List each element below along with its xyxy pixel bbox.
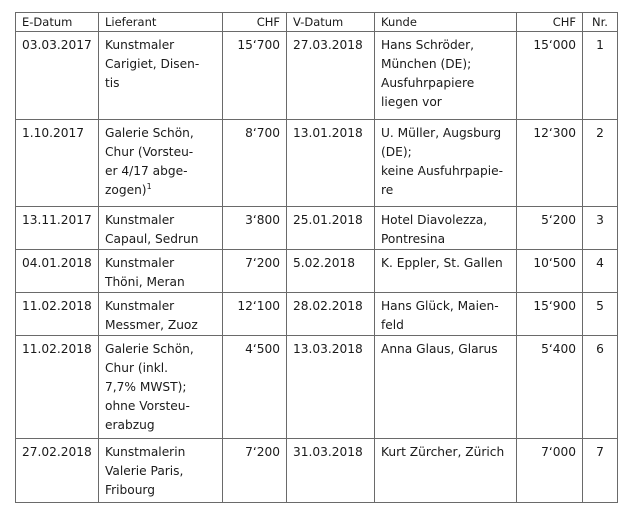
header-kunde: Kunde [375, 13, 517, 32]
cell-kunde: Hotel Diavolezza, Pontresina [375, 207, 517, 250]
cell-nr: 3 [583, 207, 618, 250]
cell-lieferant: Kunstmaler Carigiet, Disen- tis [99, 32, 223, 120]
cell-lieferant: Kunstmaler Messmer, Zuoz [99, 293, 223, 336]
cell-e-datum: 1.10.2017 [16, 120, 99, 207]
cell-e-datum: 27.02.2018 [16, 439, 99, 503]
cell-chf-purchase: 12‘100 [223, 293, 287, 336]
cell-lieferant: Kunstmaler Capaul, Sedrun [99, 207, 223, 250]
cell-chf-purchase: 15‘700 [223, 32, 287, 120]
cell-kunde: Hans Glück, Maien- feld [375, 293, 517, 336]
table-row [16, 439, 618, 503]
table-row [16, 120, 618, 207]
header-row [16, 13, 618, 32]
cell-chf-sale: 15‘000 [517, 32, 583, 120]
cell-chf-sale: 5‘200 [517, 207, 583, 250]
cell-v-datum: 25.01.2018 [287, 207, 375, 250]
cell-nr: 2 [583, 120, 618, 207]
cell-kunde: U. Müller, Augsburg (DE); keine Ausfuhrpapie- re [375, 120, 517, 207]
cell-nr: 5 [583, 293, 618, 336]
table-row [16, 32, 618, 120]
cell-kunde: Anna Glaus, Glarus [375, 336, 517, 439]
cell-lieferant [99, 120, 223, 207]
table-row [16, 250, 618, 293]
header-chf-purchase: CHF [223, 13, 287, 32]
cell-nr: 1 [583, 32, 618, 120]
cell-chf-purchase: 7‘200 [223, 439, 287, 503]
header-nr: Nr. [583, 13, 618, 32]
cell-v-datum: 28.02.2018 [287, 293, 375, 336]
cell-v-datum: 13.03.2018 [287, 336, 375, 439]
cell-chf-sale: 15‘900 [517, 293, 583, 336]
cell-nr: 6 [583, 336, 618, 439]
header-e-datum: E-Datum [16, 13, 99, 32]
header-chf-sale: CHF [517, 13, 583, 32]
cell-v-datum: 5.02.2018 [287, 250, 375, 293]
table-row [16, 207, 618, 250]
cell-nr: 7 [583, 439, 618, 503]
cell-e-datum: 11.02.2018 [16, 336, 99, 439]
cell-v-datum: 31.03.2018 [287, 439, 375, 503]
cell-chf-purchase: 7‘200 [223, 250, 287, 293]
cell-kunde: Kurt Zürcher, Zürich [375, 439, 517, 503]
cell-lieferant: Galerie Schön, Chur (inkl. 7,7% MWST); ohne Vorsteu- erabzug [99, 336, 223, 439]
cell-nr: 4 [583, 250, 618, 293]
footnote-marker: 1 [146, 181, 152, 191]
transactions-table [15, 12, 618, 503]
cell-e-datum: 03.03.2017 [16, 32, 99, 120]
cell-lieferant: Kunstmaler Thöni, Meran [99, 250, 223, 293]
cell-chf-sale: 10‘500 [517, 250, 583, 293]
cell-chf-sale: 7‘000 [517, 439, 583, 503]
cell-chf-purchase: 4‘500 [223, 336, 287, 439]
cell-lieferant: Kunstmalerin Valerie Paris, Fribourg [99, 439, 223, 503]
cell-e-datum: 11.02.2018 [16, 293, 99, 336]
cell-chf-purchase: 8‘700 [223, 120, 287, 207]
header-lieferant: Lieferant [99, 13, 223, 32]
lieferant-text: Galerie Schön, Chur (Vorsteu- er 4/17 abge- zogen) [105, 126, 194, 197]
cell-e-datum: 13.11.2017 [16, 207, 99, 250]
cell-e-datum: 04.01.2018 [16, 250, 99, 293]
header-v-datum: V-Datum [287, 13, 375, 32]
cell-v-datum: 13.01.2018 [287, 120, 375, 207]
cell-kunde: Hans Schröder, München (DE); Ausfuhrpapiere liegen vor [375, 32, 517, 120]
cell-chf-sale: 12‘300 [517, 120, 583, 207]
table-row [16, 293, 618, 336]
cell-chf-purchase: 3‘800 [223, 207, 287, 250]
table-row [16, 336, 618, 439]
cell-kunde: K. Eppler, St. Gallen [375, 250, 517, 293]
cell-v-datum: 27.03.2018 [287, 32, 375, 120]
cell-chf-sale: 5‘400 [517, 336, 583, 439]
